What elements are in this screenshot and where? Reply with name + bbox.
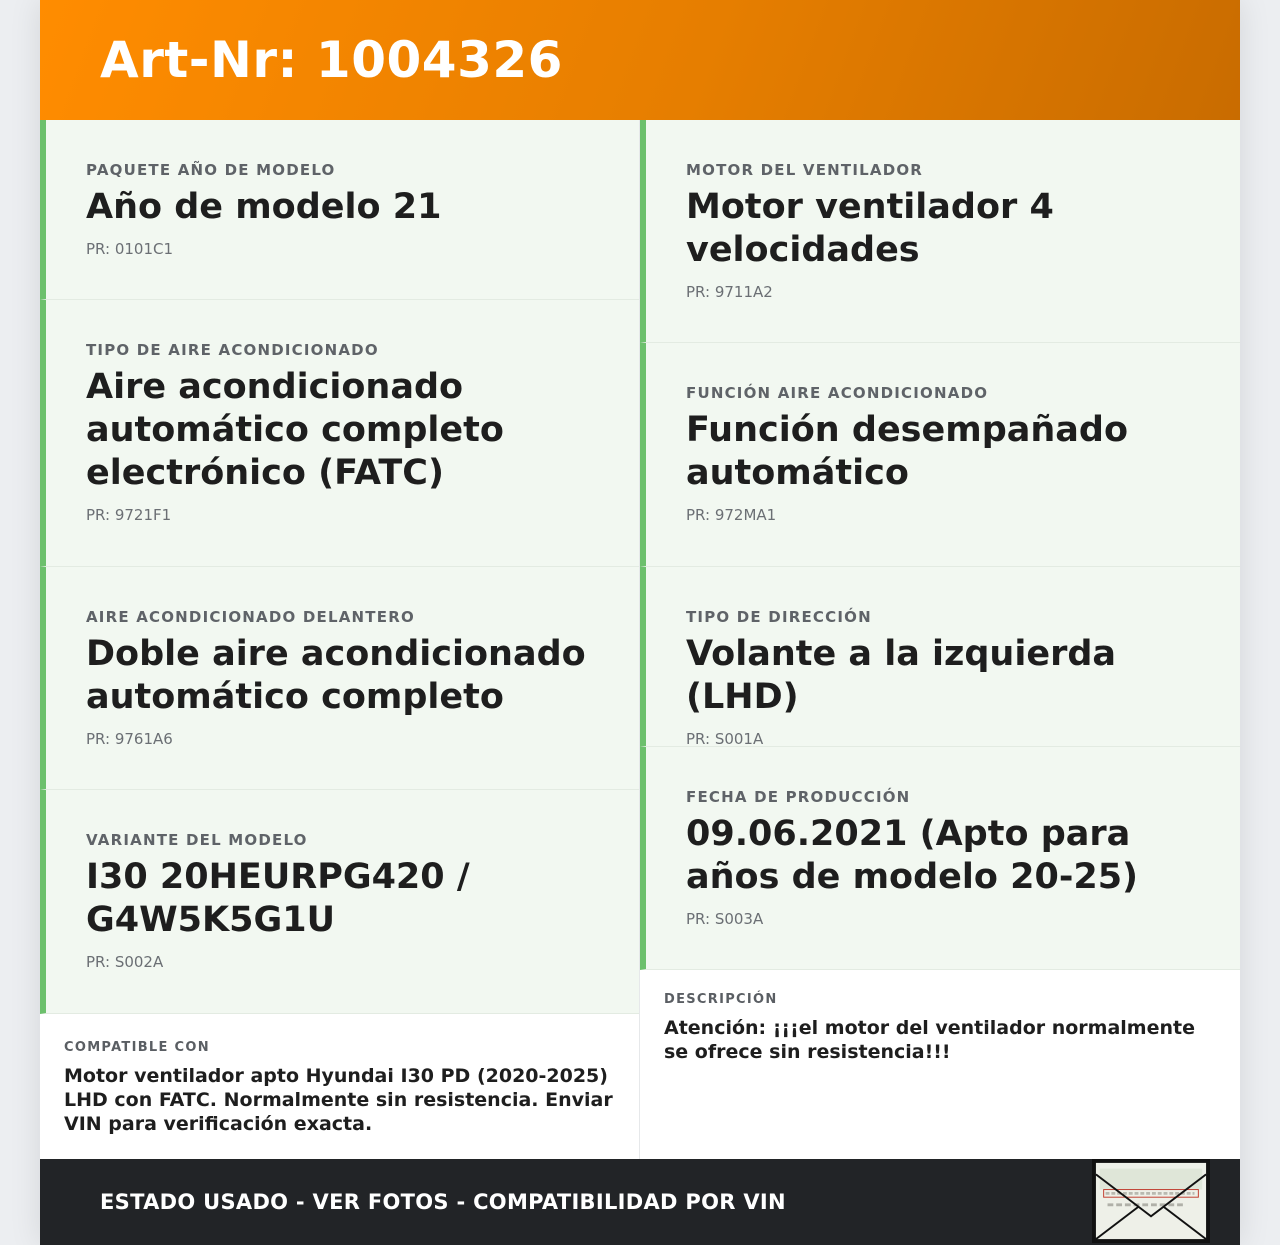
spec-value: Volante a la izquierda (LHD) [686, 634, 1117, 717]
spec-pr-code: PR: 972MA1 [686, 506, 777, 524]
spec-value: Doble aire acondicionado automático completo [86, 634, 586, 717]
compatible-label: COMPATIBLE CON [64, 1040, 210, 1055]
spec-card-steering [640, 567, 1240, 747]
spec-pr-code: PR: S003A [686, 910, 764, 928]
spec-value: I30 20HEURPG420 / G4W5K5G1U [86, 857, 470, 940]
spec-value: Año de modelo 21 [86, 187, 442, 227]
spec-card-model-variant [40, 790, 639, 1014]
spec-label: TIPO DE AIRE ACONDICIONADO [86, 341, 379, 359]
spec-value: Aire acondicionado automático completo electrónico (FATC) [86, 367, 504, 493]
spec-pr-code: PR: 0101C1 [86, 240, 174, 258]
spec-pr-code: PR: 9761A6 [86, 730, 173, 748]
spec-card-ac-function [640, 343, 1240, 567]
article-header [40, 0, 1240, 120]
compatible-text: Motor ventilador apto Hyundai I30 PD (2020-2025) LHD con FATC. Normalmente sin resistencia. Enviar VIN para verificación exacta. [64, 1065, 613, 1135]
spec-card-production-date [640, 747, 1240, 970]
spec-pr-code: PR: 9721F1 [86, 506, 172, 524]
spec-value: Función desempañado automático [686, 410, 1129, 493]
status-footer [40, 1159, 1240, 1245]
spec-value: Motor ventilador 4 velocidades [686, 187, 1054, 270]
spec-pr-code: PR: S001A [686, 730, 764, 748]
spec-pr-code: PR: 9711A2 [686, 283, 773, 301]
article-sheet [40, 0, 1240, 1245]
spec-label: PAQUETE AÑO DE MODELO [86, 161, 336, 179]
spec-label: MOTOR DEL VENTILADOR [686, 161, 924, 179]
status-footer-text: ESTADO USADO - VER FOTOS - COMPATIBILIDAD POR VIN [100, 1190, 786, 1214]
description-text: Atención: ¡¡¡el motor del ventilador normalmente se ofrece sin resistencia!!! [664, 1017, 1195, 1063]
spec-column-left [40, 120, 640, 1159]
spec-label: FECHA DE PRODUCCIÓN [686, 788, 911, 806]
spec-pr-code: PR: S002A [86, 953, 164, 971]
spec-label: TIPO DE DIRECCIÓN [686, 608, 872, 626]
spec-card-blower-motor [640, 120, 1240, 343]
spec-card-ac-type [40, 300, 639, 567]
spec-label: VARIANTE DEL MODELO [86, 831, 308, 849]
description-label: DESCRIPCIÓN [664, 992, 778, 1007]
spec-card-front-ac [40, 567, 639, 790]
spec-value: 09.06.2021 (Apto para años de modelo 20-25) [686, 814, 1139, 897]
article-number-title: Art-Nr: 1004326 [100, 31, 563, 89]
spec-card-model-year [40, 120, 639, 300]
spec-columns [40, 120, 1240, 1159]
spec-label: AIRE ACONDICIONADO DELANTERO [86, 608, 415, 626]
spec-label: FUNCIÓN AIRE ACONDICIONADO [686, 384, 989, 402]
envelope-label-icon [1092, 1159, 1210, 1243]
description-section [640, 970, 1240, 1159]
spec-column-right [640, 120, 1240, 1159]
compatible-section [40, 1014, 639, 1159]
